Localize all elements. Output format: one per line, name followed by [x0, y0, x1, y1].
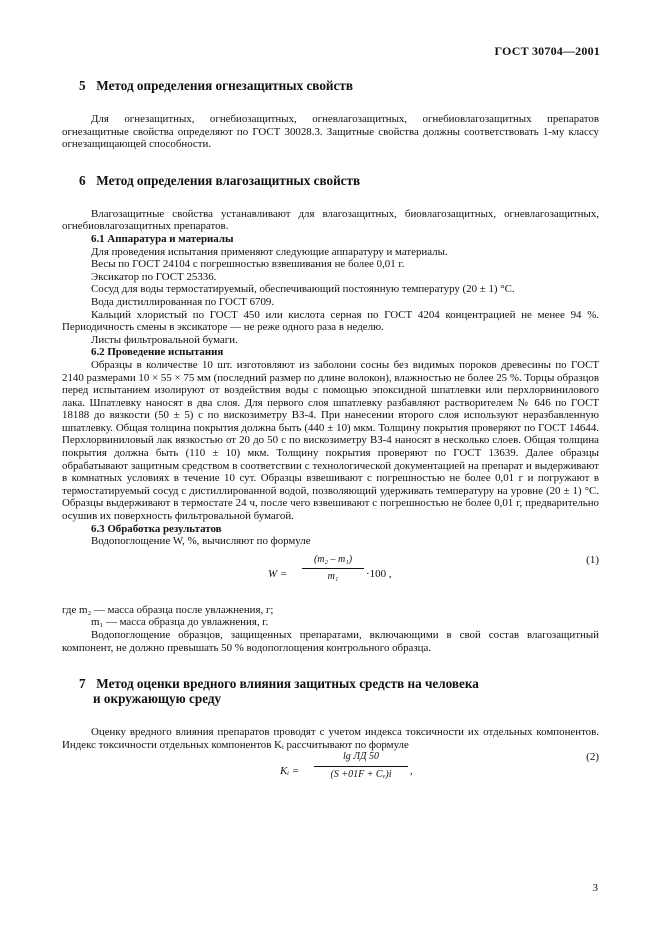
- legend-line: где m₂ — масса образца после увлажнения, г;: [62, 603, 274, 616]
- section-number: 5: [79, 78, 86, 93]
- section-title-line: Метод оценки вредного влияния защитных средств на человека: [96, 676, 479, 692]
- formula-2: [62, 751, 599, 797]
- section-5-heading: [79, 78, 599, 93]
- subsection-6-1-heading: 6.1 Аппаратура и материалы: [91, 232, 234, 245]
- equipment-line: Вода дистиллированная по ГОСТ 6709.: [91, 295, 275, 308]
- section-title: Метод определения огнезащитных свойств: [96, 78, 353, 93]
- equipment-line: Листы фильтровальной бумаги.: [91, 333, 238, 346]
- section-6-intro: Влагозащитные свойства устанавливают для влагозащитных, биовлагозащитных, огневлагозащитных, огнебиовлагозащитных препаратов.: [62, 207, 599, 233]
- formula-numerator: (m₂ – m₁): [302, 554, 364, 570]
- legend-line: m₁ — масса образца до увлажнения, г.: [91, 616, 269, 629]
- section-7-heading: [79, 676, 599, 706]
- equipment-line: Кальций хлористый по ГОСТ 450 или кислота серная по ГОСТ 4204 концентрацией не менее 94 %. Периодичность смены в эксикаторе — не реже одного раза в неделю.: [62, 308, 599, 334]
- formula-1-intro: Водопоглощение W, %, вычисляют по формуле: [91, 535, 311, 548]
- formula-1: [62, 548, 599, 602]
- formula-denominator: (S +01F + Cᵥ)i: [330, 768, 392, 780]
- formula-multiplier: ·100 ,: [366, 567, 392, 580]
- section-6-conclusion: Водопоглощение образцов, защищенных препаратами, включающими в свой состав влагозащитный компонент, не должно превышать 50 % водопоглощения контрольного образца.: [62, 629, 599, 654]
- formula-lhs: W =: [268, 567, 288, 580]
- equipment-line: Сосуд для воды термостатируемый, обеспечивающий постоянную температуру (20 ± 1) °С.: [91, 283, 515, 296]
- equipment-line: Для проведения испытания применяют следующие аппаратуру и материалы.: [91, 245, 448, 258]
- page-number: 3: [592, 882, 598, 894]
- section-number: 7: [79, 676, 86, 692]
- document-body: [62, 78, 599, 797]
- section-title: Метод определения влагозащитных свойств: [96, 172, 361, 188]
- section-6-heading: [79, 173, 599, 188]
- formula-1-legend: [62, 604, 599, 629]
- section-title-line: и окружающую среду: [93, 691, 222, 707]
- formula-numerator: lg ЛД 50: [314, 751, 408, 767]
- formula-trailing-comma: ,: [410, 765, 413, 778]
- subsection-6-3-heading: 6.3 Обработка результатов: [91, 522, 222, 535]
- formula-lhs: Kᵢ =: [280, 765, 300, 778]
- document-header: ГОСТ 30704—2001: [494, 44, 600, 58]
- equipment-line: Весы по ГОСТ 24104 с погрешностью взвешивания не более 0,01 г.: [91, 258, 405, 271]
- section-5-paragraph: Для огнезащитных, огнебиозащитных, огневлагозащитных, огнебиовлагозащитных препаратов огнезащитные свойства определяют по ГОСТ 30028.3. Защитные свойства должны соответствовать 1-му классу огнезащищающей способности.: [62, 113, 599, 151]
- formula-fraction: [314, 751, 408, 781]
- formula-denominator: m₁: [327, 571, 339, 583]
- equation-number: (2): [586, 751, 599, 764]
- equation-number: (1): [586, 553, 599, 566]
- test-procedure-paragraph: Образцы в количестве 10 шт. изготовляют из заболони сосны без видимых пороков древесины по ГОСТ 2140 размерами 10 × 55 × 75 мм (последний размер по длине волокон), влажностью не более 25 %. Торцы образцов перед испытанием изолируют от воздействия воды с помощью эпоксидной шпатлевки или перхлорвинилового лака. Шпатлевку наносят в два слоя. Для первого слоя шпатлевку разбавляют растворителем № 646 по ГОСТ 18188 до вязкости (50 ± 5) с по вискозиметру ВЗ-4. При нанесении второго слоя используют неразбавленную шпатлевку. Общая толщина покрытия должна быть (440 ± 10) мкм. Толщину покрытия проверяют по ГОСТ 14644. Перхлорвиниловый лак вязкостью от 20 до 50 с по вискозиметру ВЗ-4 наносят в несколько слоев. Общая толщина покрытия должна быть (110 ± 10) мкм. Толщину покрытия проверяют по ГОСТ 13639. Далее образцы обрабатывают защитным средством в соответствии с технологической документацией на препарат и выдерживают в комнатных условиях в течение 10 сут. Образцы взвешивают с погрешностью не более 0,01 г и погружают в термостатируемый сосуд с дистиллированной водой, позволяющий удерживать температуру на уровне (20 ± 1) °С. Образцы выдерживают в термостате 24 ч, после чего взвешивают с погрешностью не более 0,01 г, предварительно осушив их поверхность фильтровальной бумагой.: [62, 358, 599, 523]
- section-number: 6: [79, 172, 86, 188]
- equipment-line: Эксикатор по ГОСТ 25336.: [91, 270, 217, 283]
- formula-fraction: [302, 554, 364, 584]
- subsection-6-2-heading: 6.2 Проведение испытания: [91, 346, 224, 359]
- section-7-paragraph: Оценку вредного влияния препаратов проводят с учетом индекса токсичности их отдельных компонентов. Индекс токсичности отдельных компонентов Kᵢ рассчитывают по формуле: [62, 726, 599, 751]
